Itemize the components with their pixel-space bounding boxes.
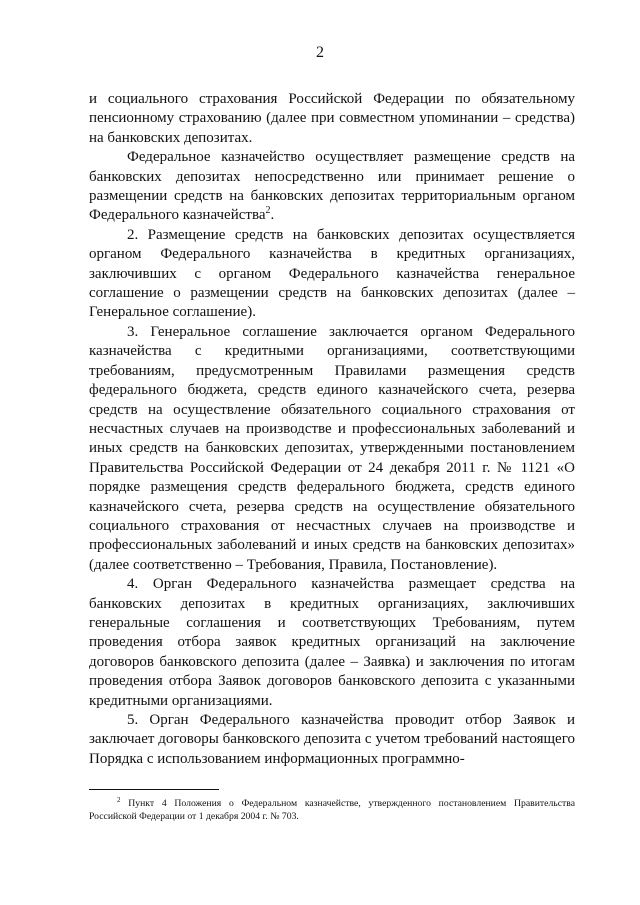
footnote-text: Пункт 4 Положения о Федеральном казначействе, утвержденного постановлением Правительства Российской Федерации от 1 декабря 2004 г. № 703. — [89, 798, 576, 822]
page-number: 2 — [316, 44, 324, 61]
body-text — [89, 90, 575, 769]
paragraph-treasury-placement — [89, 148, 575, 226]
footnote-reference[interactable]: 2 — [265, 205, 271, 217]
footnote-divider — [89, 789, 219, 790]
paragraph-item-5: 5. Орган Федерального казначейства проводит отбор Заявок и заключает договоры банковского депозита с учетом требований настоящего Порядка с использованием информационных программно- — [89, 712, 575, 767]
footnote — [89, 797, 575, 823]
paragraph-continuation: и социального страхования Российской Федерации по обязательному пенсионному страхованию (далее при совместном упоминании – средства) на банковских депозитах. — [89, 91, 575, 146]
footnote-mark: 2 — [117, 795, 121, 804]
paragraph-end-punctuation: . — [270, 207, 275, 224]
paragraph-item-3: 3. Генеральное соглашение заключается органом Федерального казначейства с кредитными организациями, соответствующими требованиям, предусмотренным Правилами размещения средств федерального бюджета, средств единого казначейского счета, резерва средств на осуществление обязательного социального страхования от несчастных случаев на производстве и профессиональных заболеваний и иных средств на банковских депозитах, утвержденными постановлением Правительства Российской Федерации от 24 декабря 2011 г. № 1121 «О порядке размещения средств федерального бюджета, средств единого казначейского счета, резерва средств на осуществление обязательного социального страхования от несчастных случаев на производстве и профессиональных заболеваний и иных средств на банковских депозитах» (далее соответственно – Требования, Правила, Постановление). — [89, 323, 575, 573]
paragraph-item-4: 4. Орган Федерального казначейства размещает средства на банковских депозитах в кредитных организациях, заключивших генеральные соглашения и соответствующих Требованиям, путем проведения отбора заявок кредитных организаций на заключение договоров банковского депозита (далее – Заявка) и заключения по итогам проведения отбора Заявок договоров банковского депозита с указанными кредитными организациями. — [89, 576, 575, 709]
paragraph-item-2: 2. Размещение средств на банковских депозитах осуществляется органом Федерального казначейства в кредитных организациях, заключивших с органом Федерального казначейства генеральное соглашение о размещении средств на банковских депозитах (далее – Генеральное соглашение). — [89, 226, 575, 321]
paragraph-text: Федеральное казначейство осуществляет размещение средств на банковских депозитах непосредственно или принимает решение о размещении средств на банковских депозитах территориальным органом Федерального казначейства — [89, 149, 575, 224]
